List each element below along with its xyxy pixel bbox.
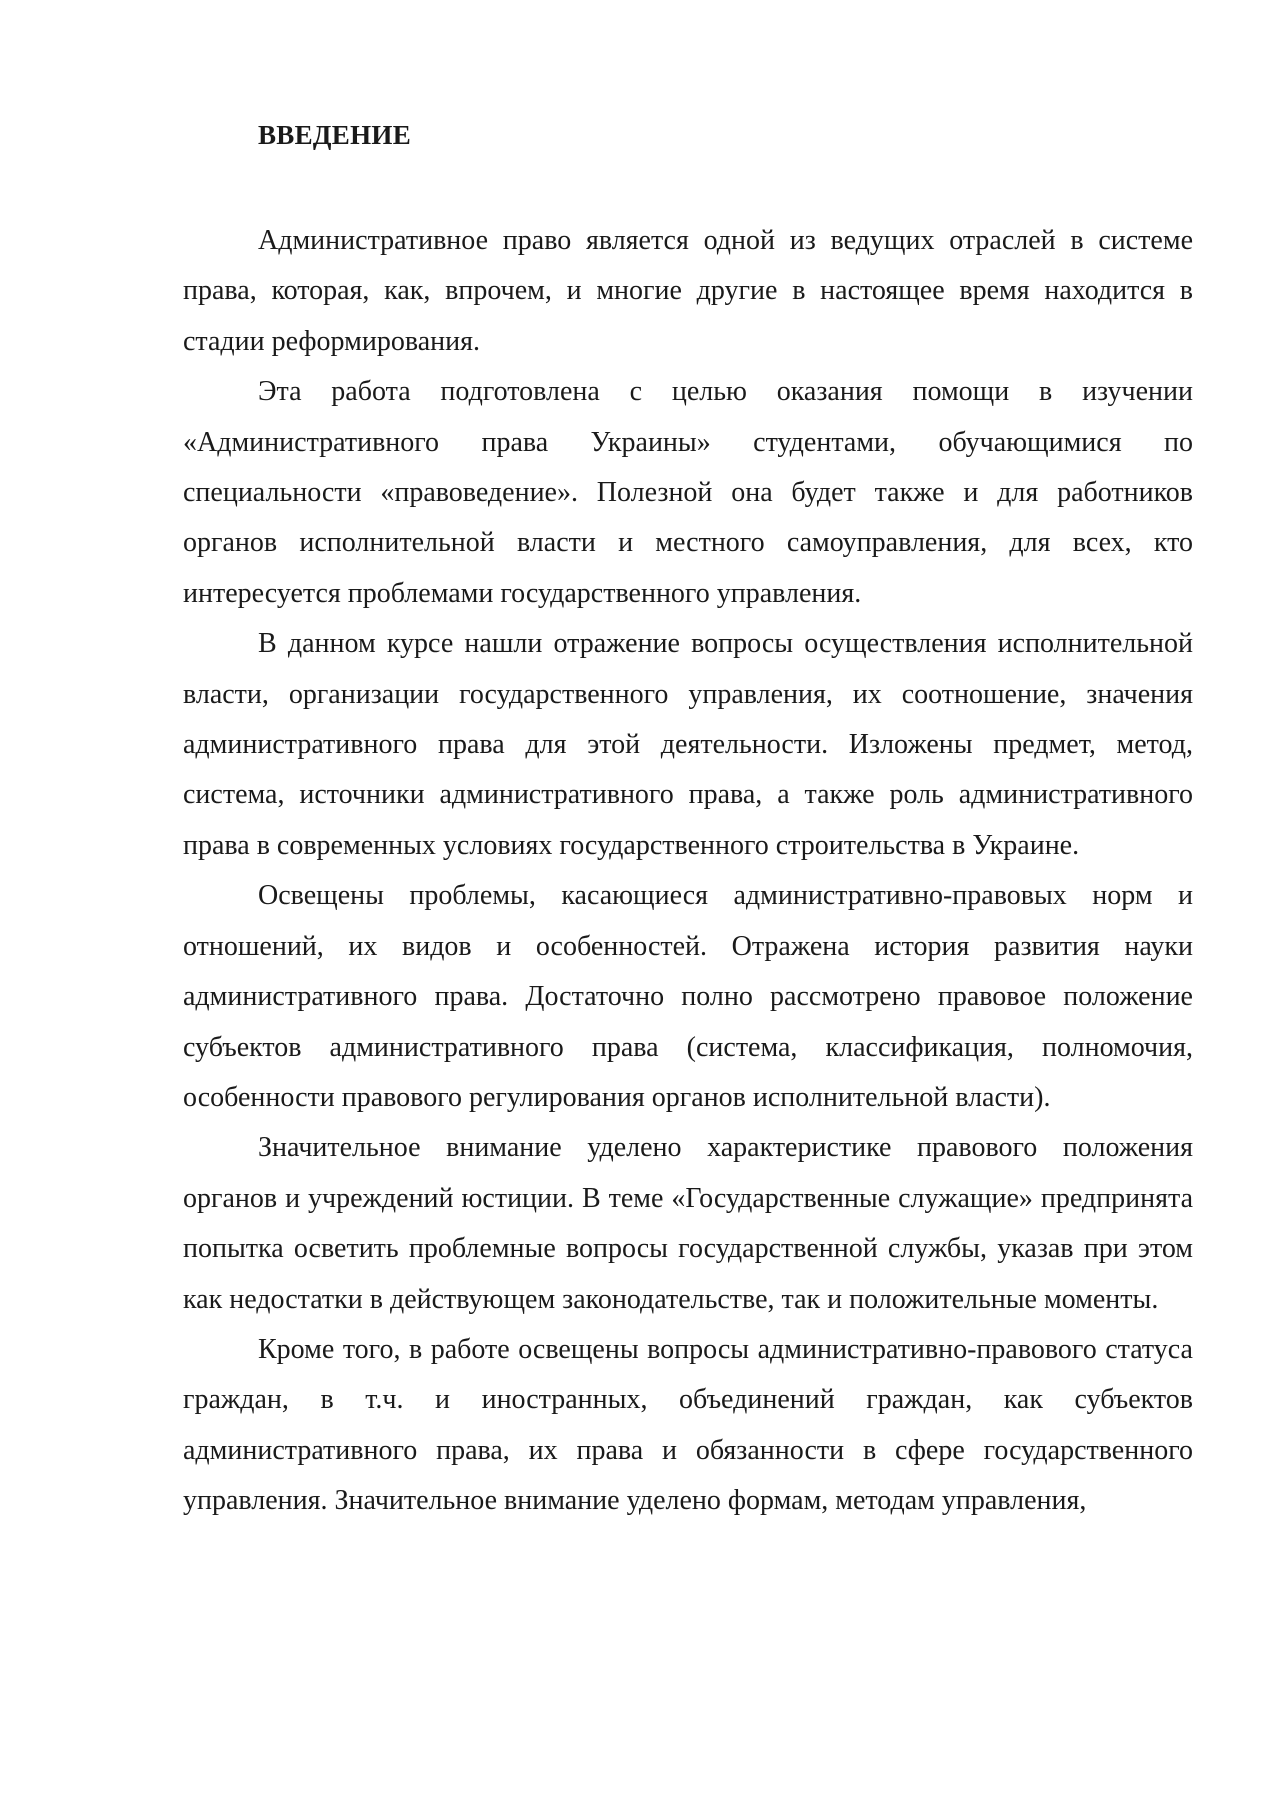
paragraph-6: Кроме того, в работе освещены вопросы административно-правового статуса граждан, в т.ч. и иностранных, объединений граждан, как субъектов административного права, их права и обязанности в сфере государственного управления. Значительное внимание уделено формам, методам управления, xyxy=(183,1333,1193,1517)
paragraph-3: В данном курсе нашли отражение вопросы осуществления исполнительной власти, организации государственного управления, их соотношение, значения административного права для этой деятельности. Изложены предмет, метод, система, источники административного права, а также роль административного права в современных условиях государственного строительства в Украине. xyxy=(183,628,1193,861)
paragraph-5: Значительное внимание уделено характеристике правового положения органов и учреждений юстиции. В теме «Государственные служащие» предпринята попытка осветить проблемные вопросы государственной службы, указав при этом как недостатки в действующем законодательстве, так и положительные моменты. xyxy=(183,1132,1193,1315)
paragraph-4: Освещены проблемы, касающиеся административно-правовых норм и отношений, их видов и особенностей. Отражена история развития науки административного права. Достаточно полно рассмотрено правовое положение субъектов административного права (система, классификация, полномочия, особенности правового регулирования органов исполнительной власти). xyxy=(183,880,1193,1113)
document-body xyxy=(183,216,1193,1527)
paragraph-1: Административное право является одной из ведущих отраслей в системе права, которая, как, впрочем, и многие другие в настоящее время находится в стадии реформирования. xyxy=(183,225,1193,357)
paragraph-2: Эта работа подготовлена с целью оказания помощи в изучении «Административного права Украины» студентами, обучающимися по специальности «правоведение». Полезной она будет также и для работников органов исполнительной власти и местного самоуправления, для всех, кто интересуется проблемами государственного управления. xyxy=(183,376,1193,609)
page-title: ВВЕДЕНИЕ xyxy=(258,120,412,150)
